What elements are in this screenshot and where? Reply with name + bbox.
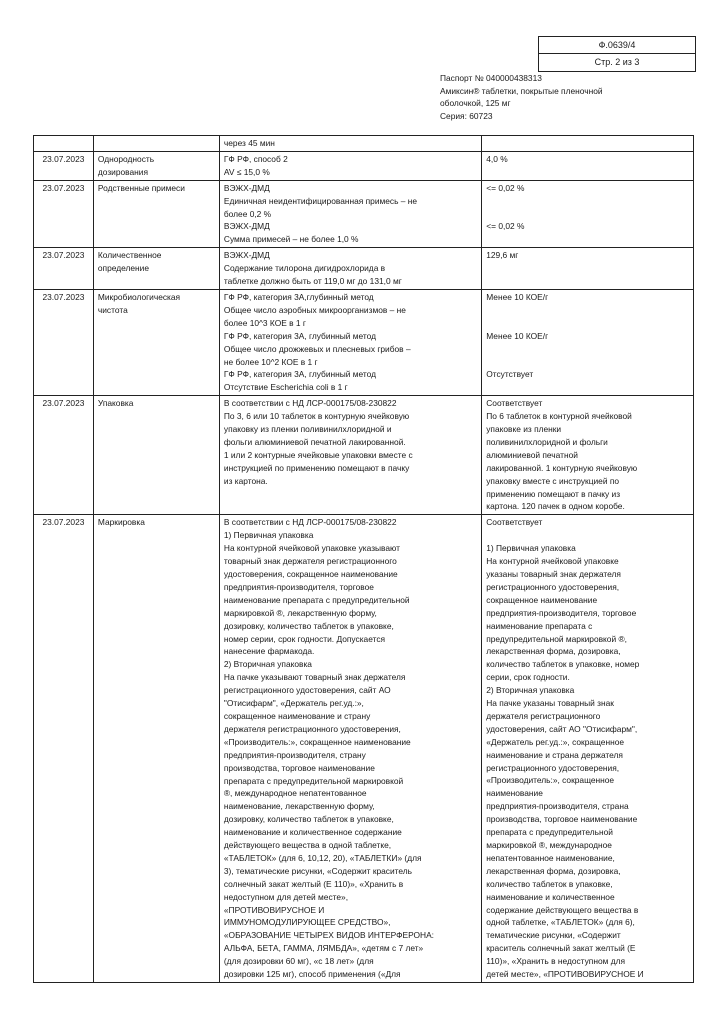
method-cell bbox=[219, 396, 481, 515]
cell-text-line: одной таблетке, «ТАБЛЕТОК» (для 6), bbox=[486, 917, 635, 928]
cell-text-line: препарата с предупредительной маркировкой bbox=[223, 775, 404, 786]
method-cell bbox=[219, 180, 481, 248]
cell-text-line: лекарственная форма, дозировка, bbox=[486, 865, 621, 876]
cell-text-line: предупредительной маркировкой ®, bbox=[486, 633, 627, 644]
cell-text-line: 3), тематические рисунки, «Содержит краситель bbox=[223, 865, 413, 876]
result-cell bbox=[482, 396, 694, 515]
cell-text-line: ВЭЖХ-ДМД bbox=[223, 221, 270, 232]
cell-text-line: наименование и страна держателя bbox=[486, 749, 623, 760]
cell-text-line: держателя регистрационного удостоверения, bbox=[223, 723, 401, 734]
result-cell bbox=[482, 248, 694, 290]
result-cell bbox=[482, 180, 694, 248]
indicator-cell bbox=[93, 396, 219, 515]
cell-text-line: чистота bbox=[97, 304, 128, 315]
cell-text-line: детей месте», «ПРОТИВОВИРУСНОЕ И bbox=[486, 969, 644, 980]
cell-text-line: номер серии, срок годности. Допускается bbox=[223, 633, 386, 644]
cell-text-line: лекарственная форма, дозировка, bbox=[486, 646, 621, 657]
cell-text-line: «ПРОТИВОВИРУСНОЕ И bbox=[223, 904, 325, 915]
cell-text-line bbox=[486, 529, 689, 542]
cell-text-line: тематические рисунки, «Содержит bbox=[486, 930, 621, 941]
cell-text-line: из картона. bbox=[223, 475, 268, 486]
cell-text-line: На контурной ячейковой упаковке указывают bbox=[223, 543, 400, 554]
cell-text-line: В соответствии с НД ЛСР-000175/08-230822 bbox=[223, 517, 397, 528]
cell-text-line: сокращенное наименование и страну bbox=[223, 710, 371, 721]
page-number: Стр. 2 из 3 bbox=[594, 57, 640, 67]
cell-text-line: предприятия-производителя, торговое bbox=[223, 581, 374, 592]
cell-text-line: Упаковка bbox=[97, 398, 134, 409]
document-header bbox=[440, 72, 603, 122]
indicator-cell bbox=[93, 515, 219, 983]
date-cell: 23.07.2023 bbox=[34, 396, 94, 515]
cell-text-line: 2) Вторичная упаковка bbox=[223, 659, 312, 670]
cell-text-line: АЛЬФА, БЕТА, ГАММА, ЛЯМБДА», «детям с 7 лет» bbox=[223, 943, 424, 954]
form-code-box bbox=[538, 36, 696, 72]
cell-text-line: Родственные примеси bbox=[97, 182, 185, 193]
cell-text-line: Микробиологическая bbox=[97, 291, 181, 302]
cell-text-line: наименование препарата с предупредительной bbox=[223, 594, 410, 605]
cell-text-line: дозировку, количество таблеток в упаковке, bbox=[223, 814, 394, 825]
cell-text-line: <= 0,02 % bbox=[486, 221, 525, 232]
cell-text-line: количество таблеток в упаковке, номер bbox=[486, 659, 640, 670]
cell-text-line: ВЭЖХ-ДМД bbox=[223, 182, 270, 193]
cell-text-line: удостоверения, сокращенное наименование bbox=[223, 569, 398, 579]
date-cell: 23.07.2023 bbox=[34, 180, 94, 248]
cell-text-line bbox=[486, 355, 689, 368]
cell-text-line: ГФ РФ, категория 3А, глубинный метод bbox=[223, 330, 377, 341]
cell-text-line: «Производитель:», сокращенное bbox=[486, 775, 615, 786]
cell-text-line: «Производитель:», сокращенное наименование bbox=[223, 736, 411, 747]
cell-text-line: Единичная неидентифицированная примесь – не bbox=[223, 195, 418, 206]
indicator-cell bbox=[93, 151, 219, 180]
cell-text-line: В соответствии с НД ЛСР-000175/08-230822 bbox=[223, 398, 397, 409]
cell-text-line: Отсутствует bbox=[486, 369, 534, 380]
cell-text-line: непатентованное наименование, bbox=[486, 852, 615, 863]
cell-text-line: наименование и количественное содержание bbox=[223, 827, 402, 838]
product-name-line2: оболочкой, 125 мг bbox=[440, 98, 511, 108]
cell-text-line: производства, торговое наименование bbox=[486, 814, 638, 825]
form-code: Ф.0639/4 bbox=[539, 37, 695, 54]
cell-text-line: предприятия-производителя, страна bbox=[486, 801, 629, 812]
cell-text-line: Отсутствие Escherichia coli в 1 г bbox=[223, 382, 348, 393]
cell-text-line: ВЭЖХ-ДМД bbox=[223, 250, 270, 261]
cell-text-line: ГФ РФ, категория 3А,глубинный метод bbox=[223, 291, 374, 302]
cell-text-line: более 10^3 КОЕ в 1 г bbox=[223, 317, 306, 328]
cell-text-line: (для дозировки 60 мг), «с 18 лет» (для bbox=[223, 956, 374, 967]
cell-text-line: содержание действующего вещества в bbox=[486, 904, 639, 915]
table-body bbox=[34, 136, 694, 983]
cell-text-line: определение bbox=[97, 263, 149, 274]
cell-text-line: 1) Первичная упаковка bbox=[486, 543, 576, 554]
cell-text-line: предприятия-производителя, страну bbox=[223, 749, 366, 760]
cell-text-line: указаны товарный знак держателя bbox=[486, 568, 621, 579]
cell-text-line: инструкцией по применению помещают в пачку bbox=[223, 462, 410, 473]
cell-text-line: 129,6 мг bbox=[486, 250, 519, 261]
table-row bbox=[34, 289, 694, 395]
cell-text-line: Маркировка bbox=[97, 517, 145, 528]
cell-text-line: Количественное bbox=[97, 250, 162, 261]
cell-text-line: 4,0 % bbox=[486, 153, 508, 164]
cell-text-line: Сумма примесей – не более 1,0 % bbox=[223, 234, 359, 245]
cell-text-line: удостоверения, сайт АО "Отисифарм", bbox=[486, 723, 638, 734]
cell-text-line: ГФ РФ, категория 3А, глубинный метод bbox=[223, 369, 377, 380]
test-results-table bbox=[33, 135, 694, 983]
cell-text-line: 1 или 2 контурные ячейковые упаковки вместе с bbox=[223, 449, 413, 460]
cell-text-line: держателя регистрационного bbox=[486, 710, 601, 721]
cell-text-line: Общее число дрожжевых и плесневых грибов – bbox=[223, 343, 411, 354]
cell-text-line: ®, международное непатентованное bbox=[223, 788, 367, 799]
cell-text-line: количество таблеток в упаковке, bbox=[486, 878, 613, 889]
series-number: Серия: 60723 bbox=[440, 110, 493, 121]
cell-text-line: солнечный закат желтый (Е 110)», «Хранить в bbox=[223, 878, 404, 889]
cell-text-line: лакированной. 1 контурную ячейковую bbox=[486, 462, 638, 473]
cell-text-line: Менее 10 КОЕ/г bbox=[486, 291, 549, 302]
cell-text-line: регистрационного удостоверения, bbox=[486, 581, 620, 592]
indicator-cell bbox=[93, 180, 219, 248]
cell-text-line: упаковку вместе с инструкцией по bbox=[486, 475, 620, 486]
passport-number: Паспорт № 040000438313 bbox=[440, 73, 542, 83]
cell-text-line: <= 0,02 % bbox=[486, 182, 525, 193]
cell-text-line: «Держатель рег.уд.:», сокращенное bbox=[486, 736, 625, 747]
cell-text-line: регистрационного удостоверения, bbox=[486, 762, 620, 773]
cell-text-line: дозировку, количество таблеток в упаковке, bbox=[223, 620, 394, 631]
cell-text-line: товарный знак держателя регистрационного bbox=[223, 556, 397, 567]
table-row bbox=[34, 396, 694, 515]
cell-text-line: Менее 10 КОЕ/г bbox=[486, 330, 549, 341]
date-cell: 23.07.2023 bbox=[34, 151, 94, 180]
cell-text-line bbox=[486, 343, 689, 356]
cell-text-line: упаковку из пленки поливинилхлоридной и bbox=[223, 424, 392, 435]
cell-text-line: недоступном для детей месте», bbox=[223, 891, 349, 902]
cell-text-line bbox=[486, 208, 689, 221]
cell-text-line: наименование препарата с bbox=[486, 620, 593, 631]
cell-text-line: регистрационного удостоверения, сайт АО bbox=[223, 685, 391, 696]
cell-text-line: алюминиевой печатной bbox=[486, 449, 578, 460]
date-cell: 23.07.2023 bbox=[34, 289, 94, 395]
cell-text-line: 2) Вторичная упаковка bbox=[486, 685, 575, 696]
cell-text-line: препарата с предупредительной bbox=[486, 827, 613, 838]
result-cell bbox=[482, 151, 694, 180]
cell-text-line: наименование и количественное bbox=[486, 891, 615, 902]
date-cell: 23.07.2023 bbox=[34, 515, 94, 983]
method-cell bbox=[219, 151, 481, 180]
date-cell bbox=[34, 136, 94, 152]
cell-text-line: Однородность bbox=[97, 153, 155, 164]
date-cell: 23.07.2023 bbox=[34, 248, 94, 290]
cell-text-line: картона. 120 пачек в одном коробе. bbox=[486, 501, 625, 512]
method-cell bbox=[219, 515, 481, 983]
cell-text-line: не более 10^2 КОЕ в 1 г bbox=[223, 356, 318, 367]
cell-text-line: На пачке указывают товарный знак держателя bbox=[223, 672, 406, 683]
cell-text-line: применению помещают в пачку из bbox=[486, 488, 621, 499]
indicator-cell bbox=[93, 136, 219, 152]
cell-text-line: ГФ РФ, способ 2 bbox=[223, 153, 288, 164]
cell-text-line: По 6 таблеток в контурной ячейковой bbox=[486, 411, 632, 422]
table-row bbox=[34, 151, 694, 180]
cell-text-line: производства, торговое наименование bbox=[223, 762, 375, 773]
cell-text-line: маркировкой ®, лекарственную форму, bbox=[223, 607, 377, 618]
cell-text-line: действующего вещества в одной таблетке, bbox=[223, 840, 392, 851]
cell-text-line: фольги алюминиевой печатной лакированной. bbox=[223, 436, 406, 447]
cell-text-line: маркировкой ®, международное bbox=[486, 840, 612, 851]
cell-text-line bbox=[486, 317, 689, 330]
cell-text-line bbox=[486, 195, 689, 208]
method-cell bbox=[219, 248, 481, 290]
cell-text-line: «ОБРАЗОВАНИЕ ЧЕТЫРЕХ ВИДОВ ИНТЕРФЕРОНА: bbox=[223, 930, 435, 941]
indicator-cell bbox=[93, 248, 219, 290]
method-cell bbox=[219, 289, 481, 395]
cell-text-line: "Отисифарм", «Держатель рег.уд.:», bbox=[223, 698, 364, 709]
cell-text-line: сокращенное наименование bbox=[486, 594, 598, 605]
cell-text-line: краситель солнечный закат желтый (Е bbox=[486, 943, 636, 954]
cell-text-line: На пачке указаны товарный знак bbox=[486, 698, 614, 709]
cell-text-line: «ТАБЛЕТОК» (для 6, 10,12, 20), «ТАБЛЕТКИ» (для bbox=[223, 852, 422, 863]
cell-text-line: упаковке из пленки bbox=[486, 424, 562, 435]
cell-text-line bbox=[486, 304, 689, 317]
cell-text-line: Общее число аэробных микроорганизмов – не bbox=[223, 304, 406, 315]
cell-text-line: По 3, 6 или 10 таблеток в контурную ячейковую bbox=[223, 411, 410, 422]
cell-text-line: наименование bbox=[486, 788, 543, 799]
table-row bbox=[34, 180, 694, 248]
cell-text-line: 1) Первичная упаковка bbox=[223, 530, 314, 541]
result-cell bbox=[482, 136, 694, 152]
cell-text-line: AV ≤ 15,0 % bbox=[223, 166, 270, 177]
table-row-continued bbox=[34, 136, 694, 152]
table-row bbox=[34, 515, 694, 983]
cell-text-line: 110)», «Хранить в недоступном для bbox=[486, 956, 626, 967]
cell-text-line: ИММУНОМОДУЛИРУЮЩЕЕ СРЕДСТВО», bbox=[223, 917, 391, 928]
cell-text-line: таблетке должно быть от 119,0 мг до 131,0 мг bbox=[223, 276, 402, 287]
cell-text-line: дозировки 125 мг), способ применения («Для bbox=[223, 969, 401, 980]
cell-text-line: наименование, лекарственную форму, bbox=[223, 801, 375, 812]
cell-text-line: Содержание тилорона дигидрохлорида в bbox=[223, 263, 386, 274]
cell-text-line: через 45 мин bbox=[223, 138, 275, 148]
cell-text-line: поливинилхлоридной и фольги bbox=[486, 436, 608, 447]
table-row bbox=[34, 248, 694, 290]
result-cell bbox=[482, 515, 694, 983]
cell-text-line: Соответствует bbox=[486, 517, 543, 528]
product-name-line1: Амиксин® таблетки, покрытые пленочной bbox=[440, 85, 603, 96]
result-cell bbox=[482, 289, 694, 395]
cell-text-line: дозирования bbox=[97, 166, 149, 177]
method-cell bbox=[219, 136, 481, 152]
cell-text-line: нанесение фармакода. bbox=[223, 646, 315, 657]
cell-text-line: На контурной ячейковой упаковке bbox=[486, 556, 619, 567]
cell-text-line: серии, срок годности. bbox=[486, 672, 570, 683]
cell-text-line: Соответствует bbox=[486, 398, 543, 409]
cell-text-line: предприятия-производителя, торговое bbox=[486, 607, 637, 618]
cell-text-line: более 0,2 % bbox=[223, 208, 272, 219]
indicator-cell bbox=[93, 289, 219, 395]
